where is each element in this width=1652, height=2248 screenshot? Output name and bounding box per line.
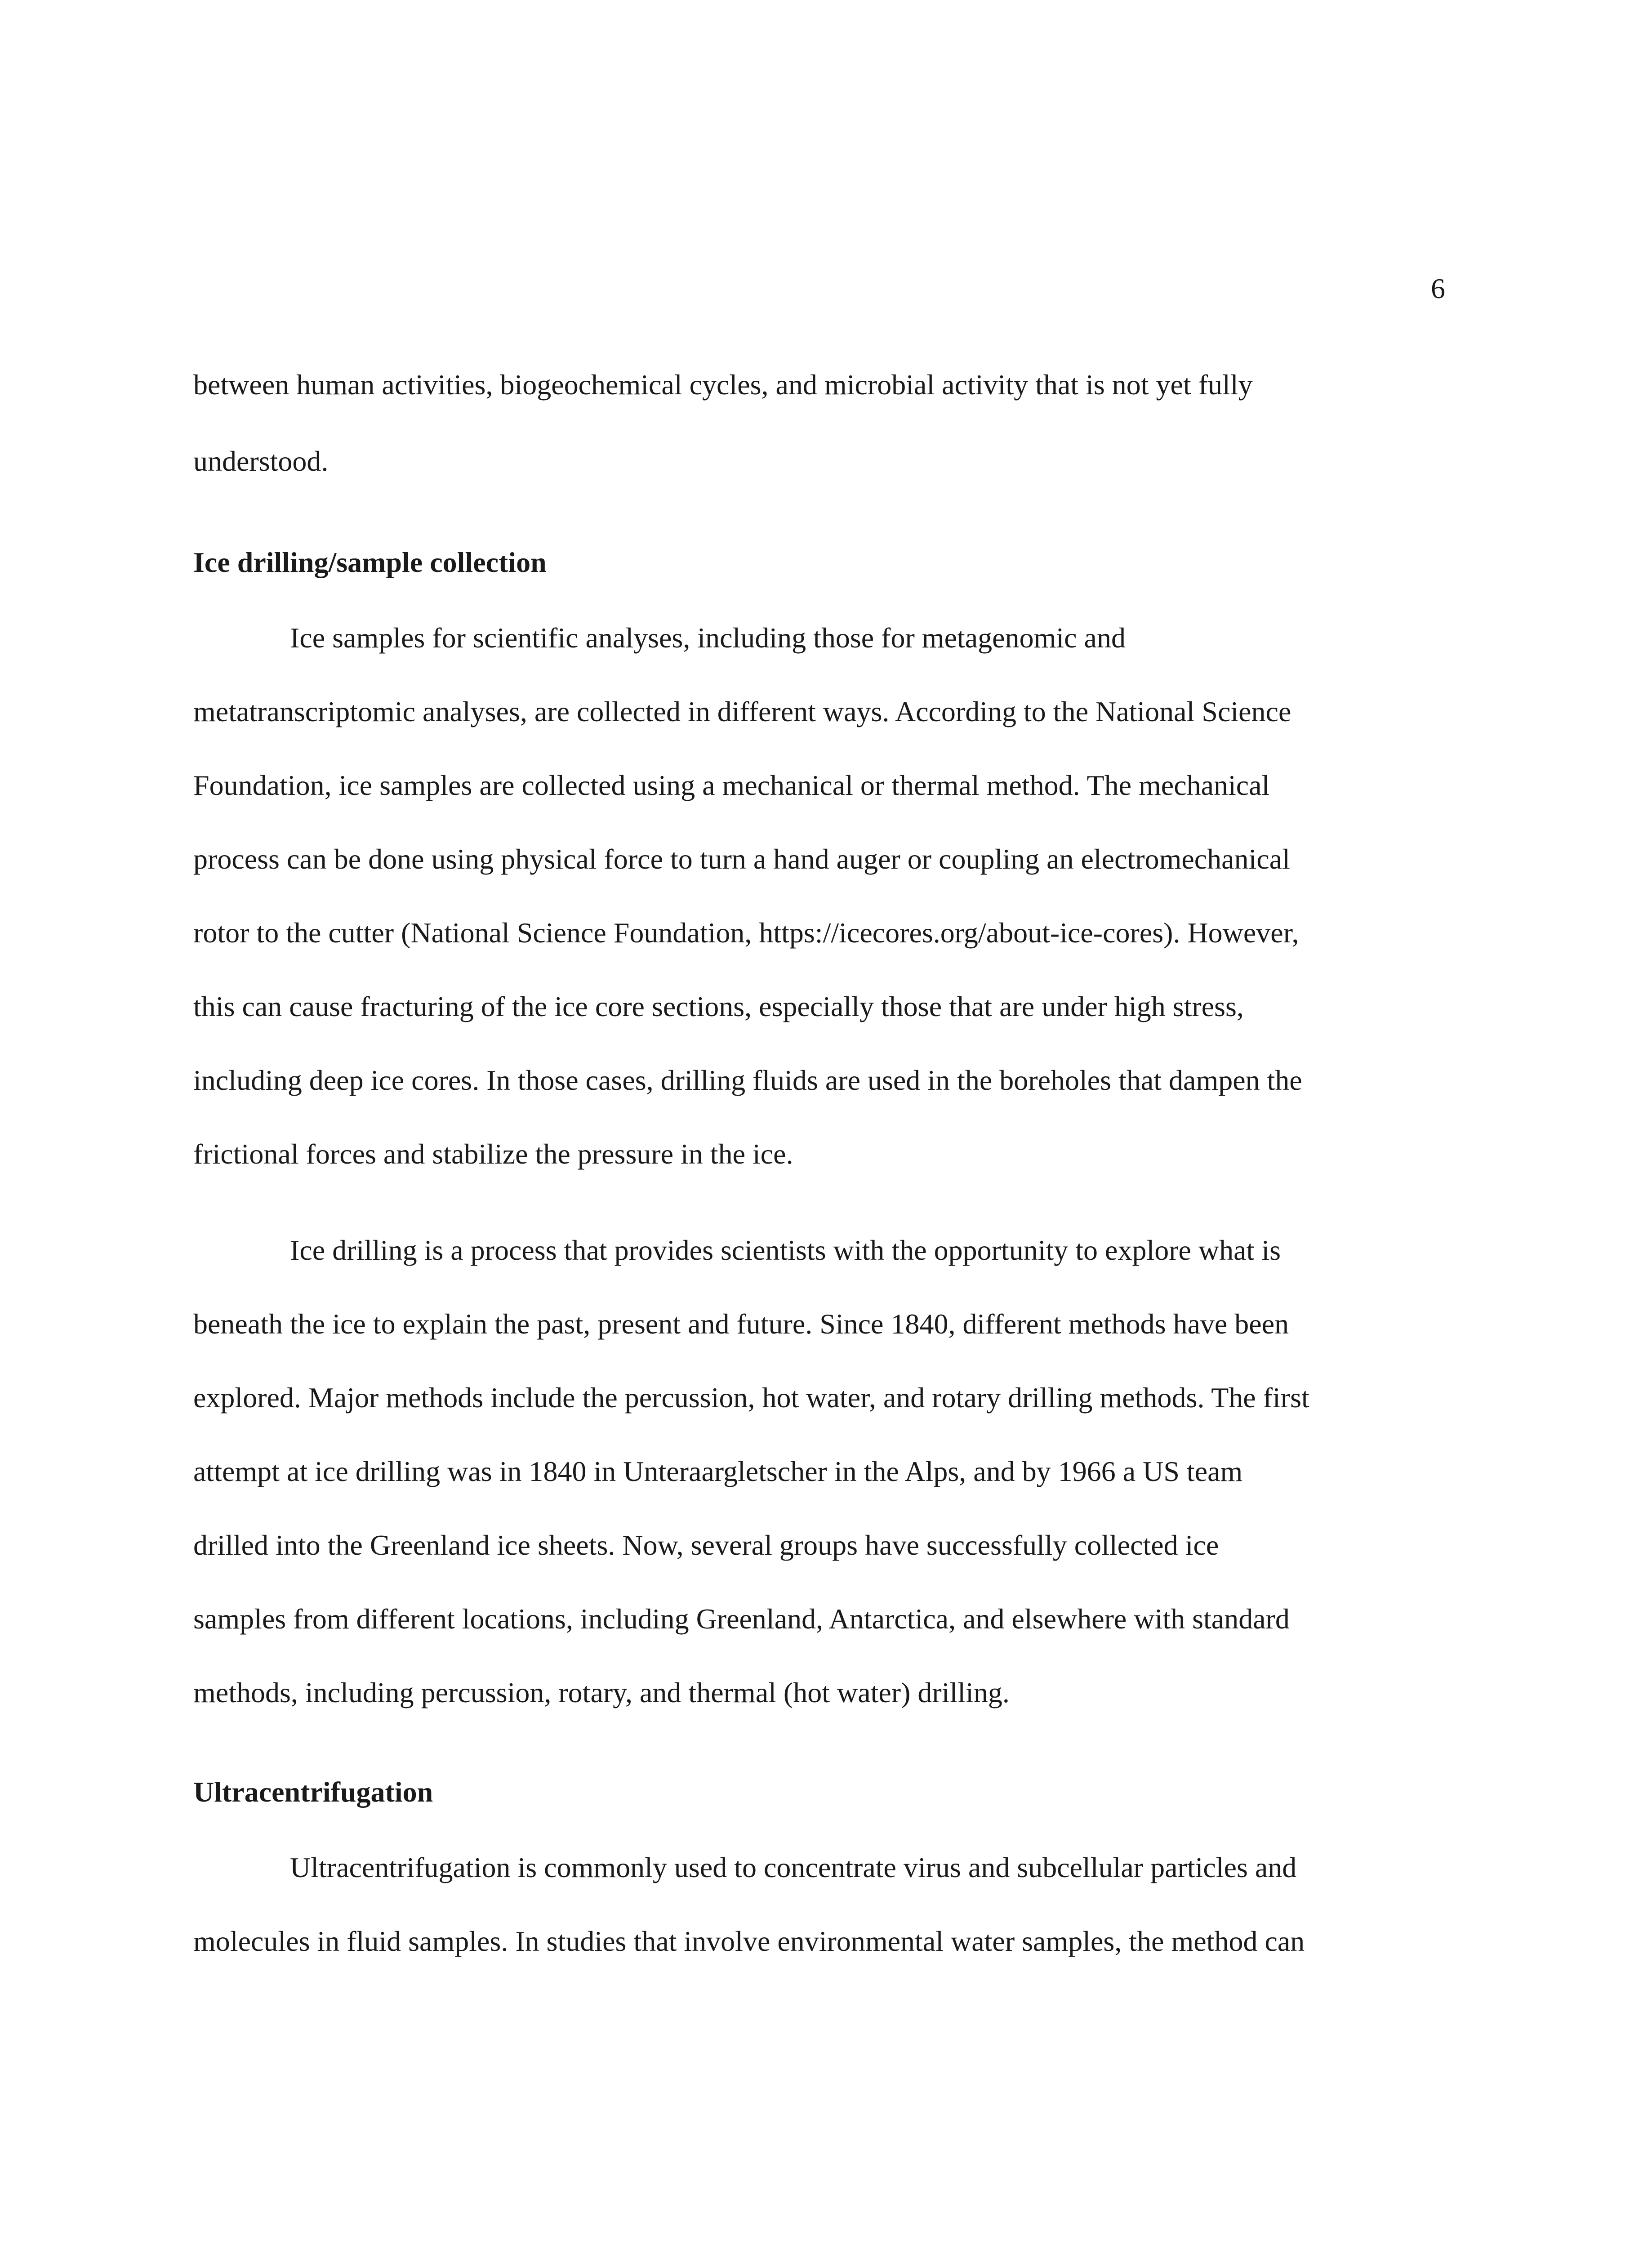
- body-text-line: metatranscriptomic analyses, are collected in different ways. According to the National Science: [193, 696, 1291, 727]
- body-text-line: rotor to the cutter (National Science Foundation, https://icecores.org/about-ice-cores). However,: [193, 917, 1299, 949]
- body-text-line: between human activities, biogeochemical cycles, and microbial activity that is not yet fully: [193, 369, 1253, 401]
- body-text-line: frictional forces and stabilize the pressure in the ice.: [193, 1138, 793, 1170]
- body-text-line: Ice samples for scientific analyses, including those for metagenomic and: [290, 622, 1126, 654]
- section-heading: Ice drilling/sample collection: [193, 546, 547, 578]
- body-text-line: this can cause fracturing of the ice core sections, especially those that are under high stress,: [193, 990, 1244, 1022]
- body-text-line: understood.: [193, 445, 329, 477]
- body-text-line: Ice drilling is a process that provides scientists with the opportunity to explore what is: [290, 1234, 1281, 1266]
- body-text-line: drilled into the Greenland ice sheets. Now, several groups have successfully collected ice: [193, 1529, 1219, 1561]
- body-text-line: methods, including percussion, rotary, and thermal (hot water) drilling.: [193, 1677, 1010, 1708]
- body-text-line: samples from different locations, including Greenland, Antarctica, and elsewhere with standard: [193, 1603, 1290, 1635]
- page-number: 6: [1431, 272, 1445, 304]
- body-text-line: Foundation, ice samples are collected using a mechanical or thermal method. The mechanical: [193, 769, 1270, 801]
- body-text-line: including deep ice cores. In those cases, drilling fluids are used in the boreholes that dampen the: [193, 1064, 1302, 1096]
- body-text-line: process can be done using physical force to turn a hand auger or coupling an electromechanical: [193, 843, 1290, 875]
- body-text-line: explored. Major methods include the percussion, hot water, and rotary drilling methods. The first: [193, 1382, 1309, 1414]
- body-text-line: attempt at ice drilling was in 1840 in Unteraargletscher in the Alps, and by 1966 a US team: [193, 1455, 1243, 1487]
- body-text-line: molecules in fluid samples. In studies that involve environmental water samples, the method can: [193, 1925, 1305, 1957]
- section-heading: Ultracentrifugation: [193, 1776, 433, 1808]
- body-text-line: Ultracentrifugation is commonly used to concentrate virus and subcellular particles and: [290, 1851, 1297, 1883]
- body-text-line: beneath the ice to explain the past, present and future. Since 1840, different methods have been: [193, 1308, 1289, 1340]
